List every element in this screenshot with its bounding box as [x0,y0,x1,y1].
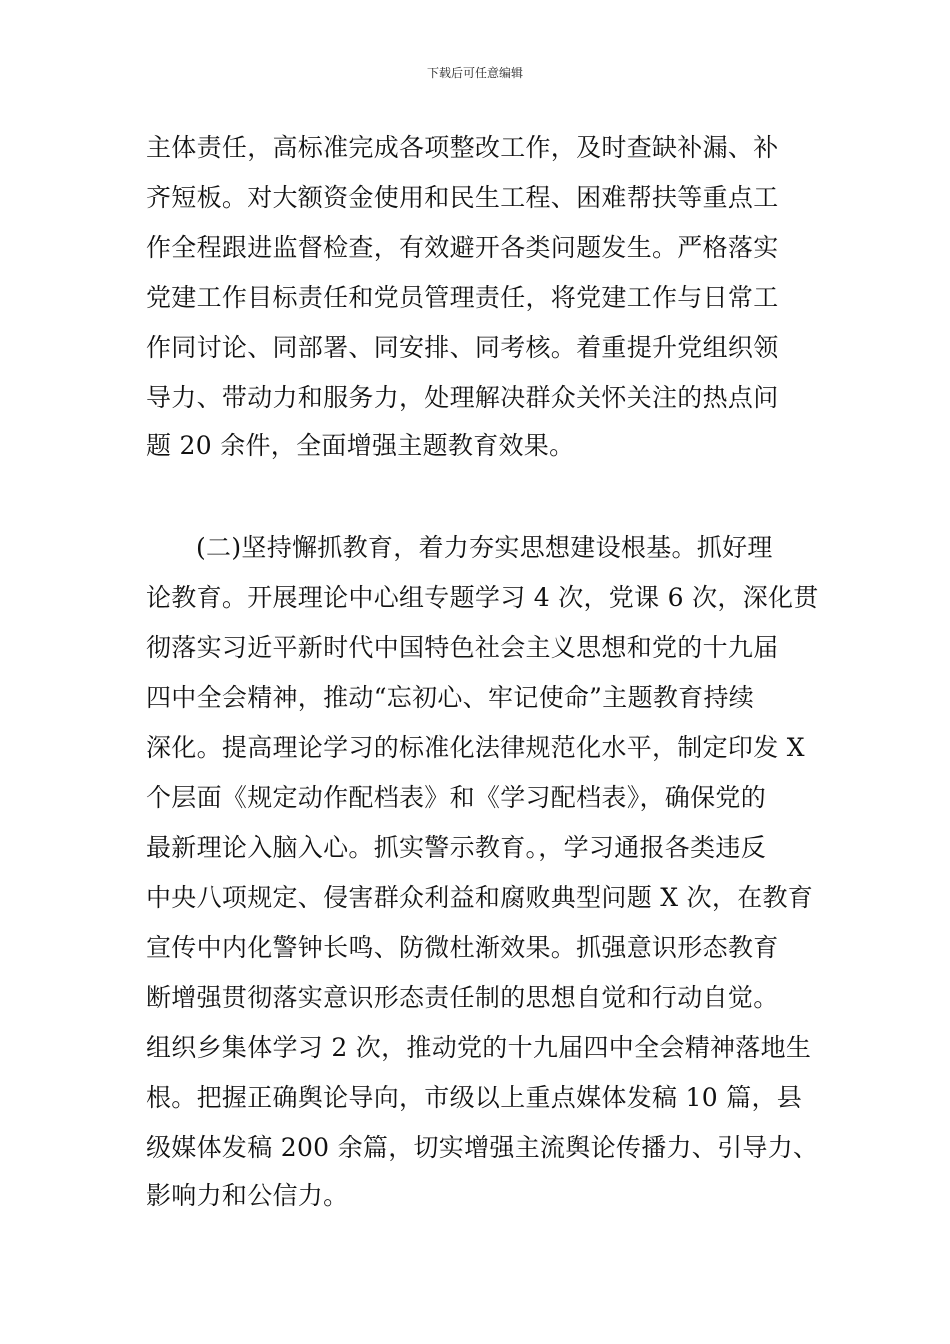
text-line: 四中全会精神，推动“忘初心、牢记使命”主题教育持续 [146,683,755,712]
text-line: (二)坚持懈抓教育，着力夯实思想建设根基。抓好理 [196,533,773,562]
text-line: 中央八项规定、侵害群众利益和腐败典型问题 X 次，在教育 [146,883,814,912]
text-line: 作同讨论、同部署、同安排、同考核。着重提升党组织领 [146,333,779,362]
page-header: 下载后可任意编辑 [426,66,523,80]
text-line: 宣传中内化警钟长鸣、防微杜渐效果。抓强意识形态教育 [146,933,779,962]
text-line: 根。把握正确舆论导向，市级以上重点媒体发稿 10 篇，县 [146,1083,803,1112]
text-line: 影响力和公信力。 [146,1181,349,1210]
text-line: 主体责任，高标准完成各项整改工作，及时查缺补漏、补 [146,133,779,162]
text-line: 组织乡集体学习 2 次，推动党的十九届四中全会精神落地生 [146,1033,812,1062]
text-line: 论教育。开展理论中心组专题学习 4 次，党课 6 次，深化贯 [146,583,819,612]
text-line: 党建工作目标责任和党员管理责任，将党建工作与日常工 [146,283,779,312]
text-line: 齐短板。对大额资金使用和民生工程、困难帮扶等重点工 [146,183,779,212]
text-line: 最新理论入脑入心。抓实警示教育。，学习通报各类违反 [146,833,767,862]
text-line: 彻落实习近平新时代中国特色社会主义思想和党的十九届 [146,633,779,662]
text-line: 题 20 余件，全面增强主题教育效果。 [146,431,575,460]
text-line: 级媒体发稿 200 余篇，切实增强主流舆论传播力、引导力、 [146,1133,819,1162]
text-line: 断增强贯彻落实意识形态责任制的思想自觉和行动自觉。 [146,983,779,1012]
text-line: 作全程跟进监督检查，有效避开各类问题发生。严格落实 [146,233,779,262]
text-line: 导力、带动力和服务力，处理解决群众关怀关注的热点问 [146,383,779,412]
text-line: 个层面《规定动作配档表》和《学习配档表》，确保党的 [146,783,767,812]
text-line: 深化。提高理论学习的标准化法律规范化水平，制定印发 X [146,733,805,762]
